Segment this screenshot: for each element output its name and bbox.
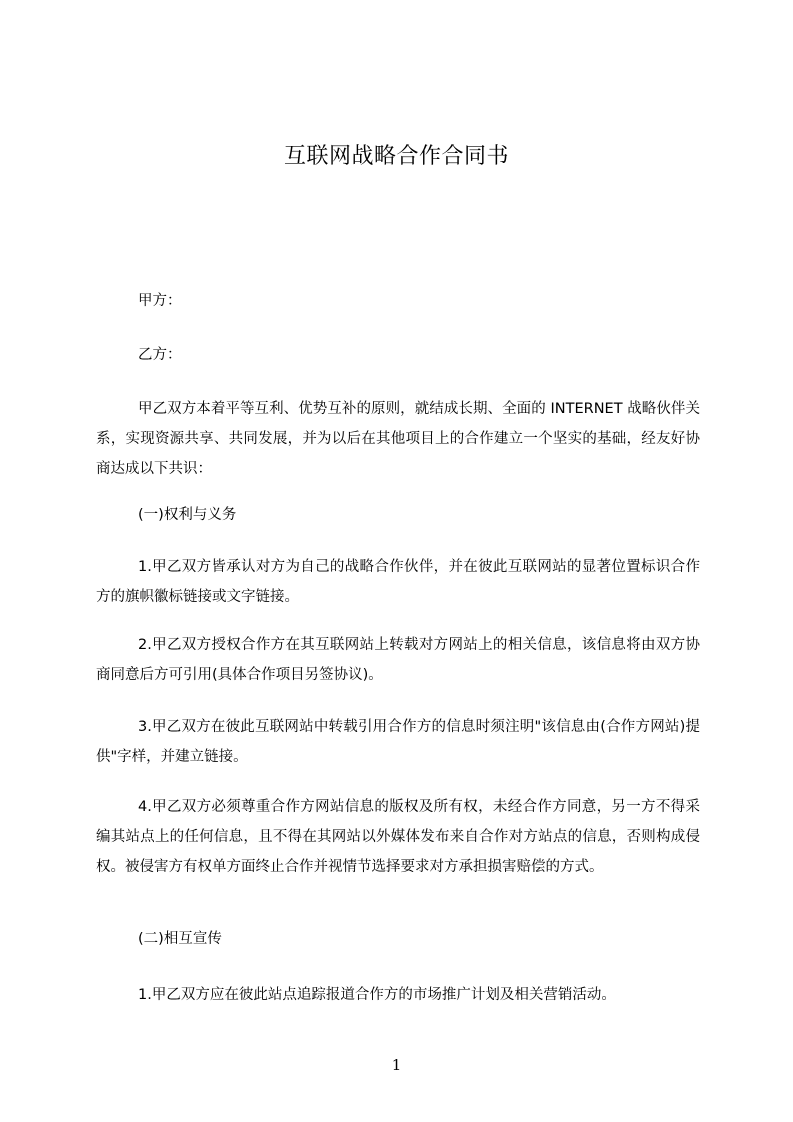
clause-2-1: 1.甲乙双方应在彼此站点追踪报道合作方的市场推广计划及相关营销活动。: [138, 987, 616, 1003]
clause-1-2: 2.甲乙双方授权合作方在其互联网站上转载对方网站上的相关信息，该信息将由双方协商同意后方可引用(具体合作项目另签协议)。: [96, 637, 700, 683]
section-heading-rights: (一)权利与义务: [138, 507, 237, 523]
intro-paragraph: 甲乙双方本着平等互利、优势互补的原则，就结成长期、全面的 INTERNET 战略伙伴关系，实现资源共享、共同发展，并为以后在其他项目上的合作建立一个坚实的基础，经友好协商达成以下共识：: [96, 401, 700, 477]
clause-1-4: 4.甲乙双方必须尊重合作方网站信息的版权及所有权，未经合作方同意，另一方不得采编其站点上的任何信息，且不得在其网站以外媒体发布来自合作对方站点的信息，否则构成侵权。被侵害方有权单方面终止合作并视情节选择要求对方承担损害赔偿的方式。: [96, 799, 700, 875]
party-b-line: 乙方：: [138, 347, 182, 363]
document-title: 互联网战略合作合同书: [283, 144, 509, 169]
clause-1-3: 3.甲乙双方在彼此互联网站中转载引用合作方的信息时须注明"该信息由(合作方网站)提供"字样，并建立链接。: [96, 719, 700, 765]
page-number: 1: [391, 1056, 402, 1074]
clause-1-1: 1.甲乙双方皆承认对方为自己的战略合作伙伴，并在彼此互联网站的显著位置标识合作方的旗帜徽标链接或文字链接。: [96, 559, 700, 605]
section-heading-promotion: (二)相互宣传: [138, 931, 222, 947]
party-a-line: 甲方：: [138, 293, 182, 309]
